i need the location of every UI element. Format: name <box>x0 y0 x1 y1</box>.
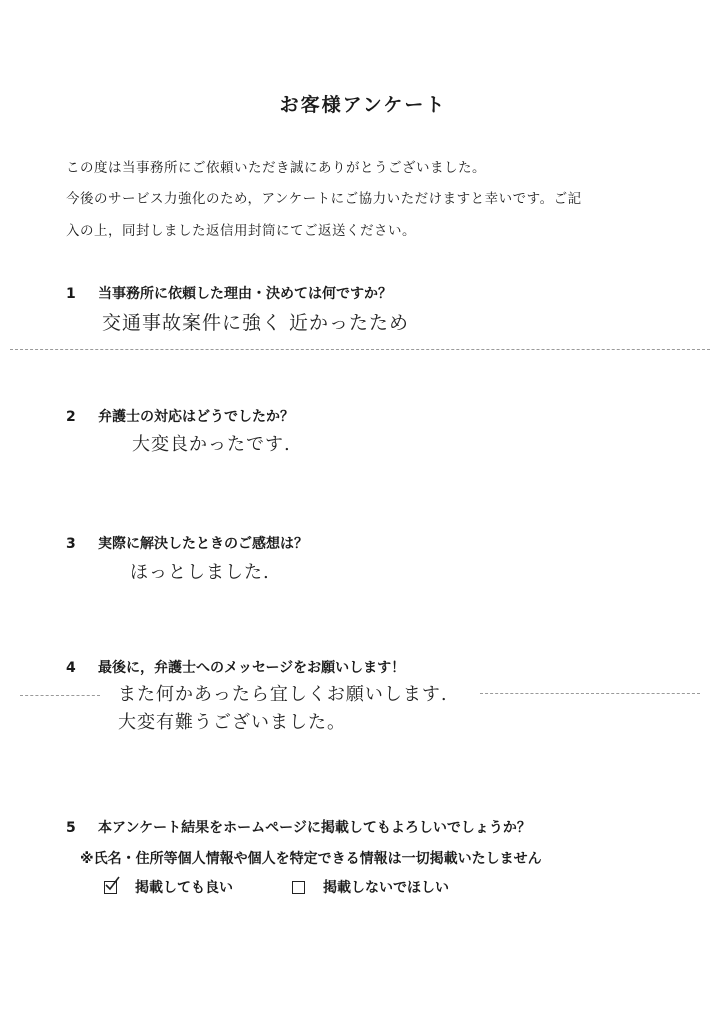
question-number: 3 <box>66 536 76 552</box>
privacy-note: ※氏名・住所等個人情報や個人を特定できる情報は一切掲載いたしません <box>80 851 542 867</box>
intro-line-3: 入の上，同封しました返信用封筒にてご返送ください。 <box>66 223 416 239</box>
question-number: 5 <box>66 820 76 836</box>
question-number: 4 <box>66 660 76 676</box>
question-text: 最後に，弁護士へのメッセージをお願いします！ <box>98 660 406 676</box>
answer-2: 大変良かったです. <box>132 434 291 455</box>
question-3 <box>66 533 308 553</box>
answer-4-line-2: 大変有難うございました。 <box>118 712 346 733</box>
intro-line-1: この度は当事務所にご依頼いただき誠にありがとうございました。 <box>66 160 486 176</box>
option-publish-ok[interactable] <box>104 877 233 897</box>
question-text: 当事務所に依頼した理由・決めては何ですか？ <box>98 286 392 302</box>
question-5 <box>66 817 531 837</box>
checkbox-checked[interactable] <box>104 881 117 894</box>
option-label: 掲載しないでほしい <box>323 880 449 896</box>
question-number: 2 <box>66 409 76 425</box>
question-text: 弁護士の対応はどうでしたか？ <box>98 409 294 425</box>
page-title: お客様アンケート <box>279 94 447 116</box>
answer-1: 交通事故案件に強く 近かったため <box>102 312 410 334</box>
question-text: 本アンケート結果をホームページに掲載してもよろしいでしょうか？ <box>98 820 531 836</box>
answer-4-line-1: また何かあったら宜しくお願いします. <box>118 684 448 705</box>
scan-artifact-line <box>20 695 100 696</box>
option-label: 掲載しても良い <box>135 880 233 896</box>
question-1 <box>66 283 392 303</box>
check-mark-icon <box>104 875 122 893</box>
scan-artifact-line <box>480 693 700 694</box>
answer-3: ほっとしました. <box>130 562 270 583</box>
question-number: 1 <box>66 286 76 302</box>
question-2 <box>66 406 294 426</box>
option-publish-ng[interactable] <box>292 877 449 897</box>
scan-artifact-line <box>10 349 710 350</box>
intro-line-2: 今後のサービス力強化のため，アンケートにご協力いただけますと幸いです。ご記 <box>66 191 582 207</box>
checkbox-unchecked[interactable] <box>292 881 305 894</box>
question-4 <box>66 657 405 677</box>
question-text: 実際に解決したときのご感想は？ <box>98 536 308 552</box>
